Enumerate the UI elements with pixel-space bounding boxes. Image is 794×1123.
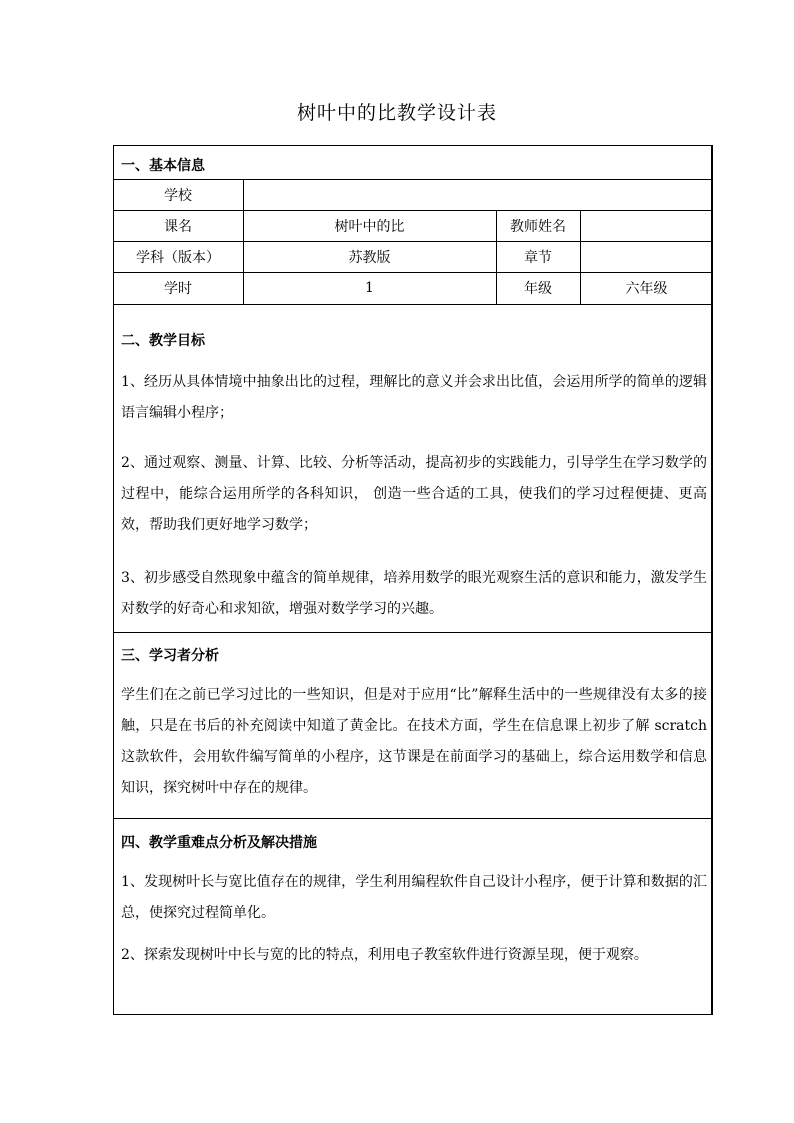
objective-3: 3、初步感受自然现象中蕴含的简单规律，培养用数学的眼光观察生活的意识和能力，激发学生对数学的好奇心和求知欲，增强对数学学习的兴趣。 <box>121 570 707 617</box>
objective-2: 2、通过观察、测量、计算、比较、分析等活动，提高初步的实践能力，引导学生在学习数学的过程中，能综合运用所学的各科知识， 创造一些合适的工具，使我们的学习过程便捷、更高效，帮助我们更好地学习数学； <box>121 455 707 533</box>
subject-label: 学科（版本） <box>136 249 220 266</box>
section3-heading: 三、学习者分析 <box>121 648 219 664</box>
grade-value: 六年级 <box>625 281 668 297</box>
course-value: 树叶中的比 <box>334 218 405 235</box>
hours-label: 学时 <box>164 281 192 297</box>
key-point-1: 1、发现树叶长与宽比值存在的规律，学生利用编程软件自己设计小程序，便于计算和数据的汇总，使探究过程简单化。 <box>121 874 707 921</box>
subject-value: 苏教版 <box>348 249 391 266</box>
section2-heading: 二、教学目标 <box>121 333 205 349</box>
teacher-label: 教师姓名 <box>510 218 566 235</box>
rule-row-hours <box>113 304 713 305</box>
section1-heading: 一、基本信息 <box>121 158 205 174</box>
rule-section2-end <box>113 632 713 633</box>
teacher-value <box>580 210 713 241</box>
chapter-label: 章节 <box>524 249 552 266</box>
section4-heading: 四、教学重难点分析及解决措施 <box>121 835 317 851</box>
course-label: 课名 <box>164 218 192 235</box>
learner-analysis: 学生们在之前已学习过比的一些知识，但是对于应用“比”解释生活中的一些规律没有太多的接触，只是在书后的补充阅读中知道了黄金比。在技术方面，学生在信息课上初步了解 scratch 这款软件，会用软件编写简单的小程序，这节课是在前面学习的基础上，综合运用数学和信息知识，探究树叶中存在的规律。 <box>121 687 707 796</box>
key-point-2: 2、探索发现树叶中长与宽的比的特点，利用电子教室软件进行资源呈现，便于观察。 <box>121 947 648 963</box>
grade-label: 年级 <box>524 281 552 297</box>
hours-value: 1 <box>365 280 374 296</box>
page-title: 树叶中的比教学设计表 <box>296 102 497 124</box>
school-value <box>243 179 713 210</box>
objective-1: 1、经历从具体情境中抽象出比的过程，理解比的意义并会求出比值，会运用所学的简单的逻辑语言编辑小程序； <box>121 374 707 421</box>
rule-section3-end <box>113 818 713 819</box>
chapter-value <box>580 241 713 272</box>
school-label: 学校 <box>164 187 192 204</box>
